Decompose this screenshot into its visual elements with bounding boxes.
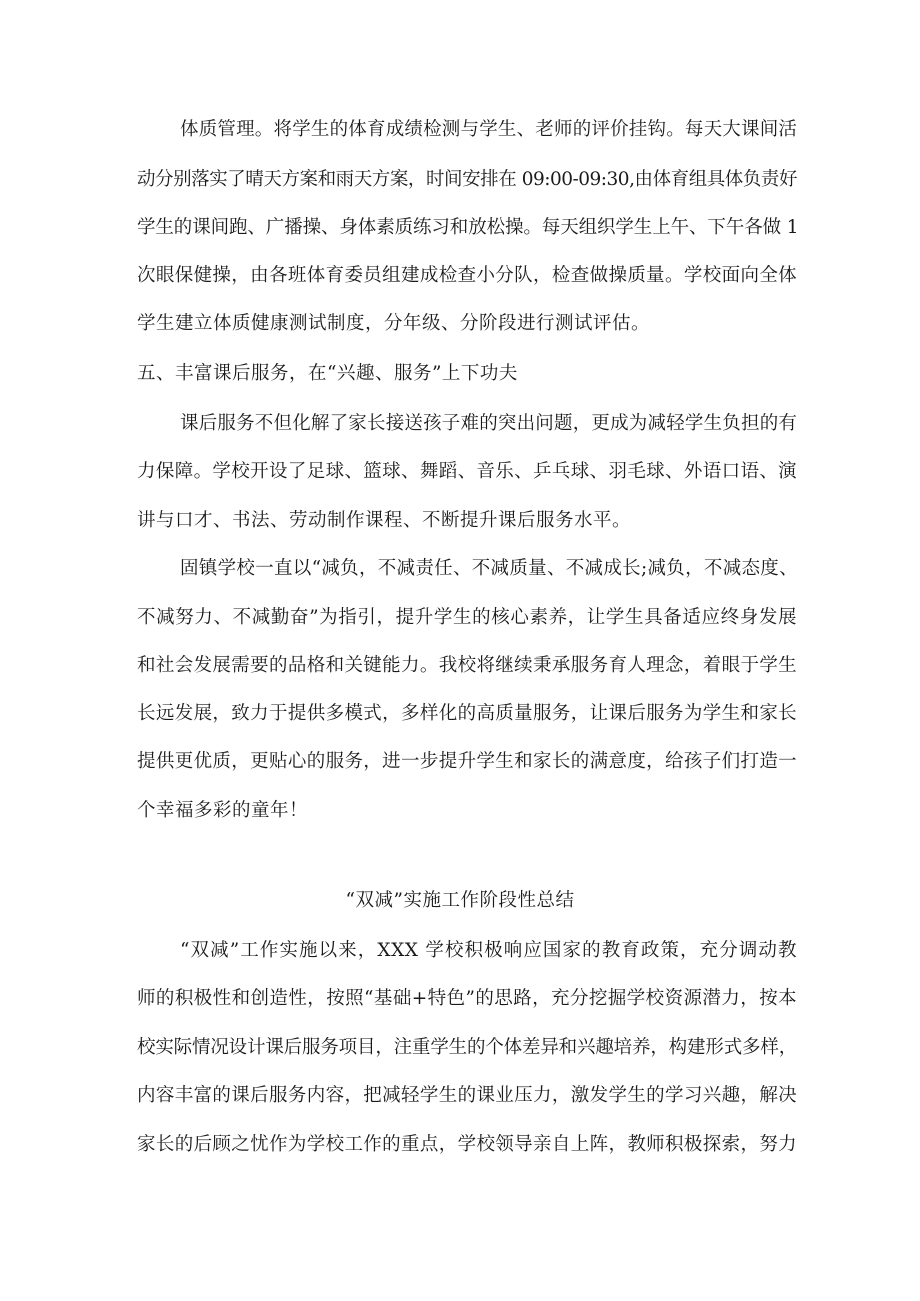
text-line: 长远发展，致力于提供多模式，多样化的高质量服务，让课后服务为学生和家长 (137, 703, 797, 724)
text-line: 课后服务不但化解了家长接送孩子难的突出问题，更成为减轻学生负担的有 (180, 413, 798, 434)
text-line: 学生建立体质健康测试制度，分年级、分阶段进行测试评估。 (137, 313, 651, 334)
text-line: “双减”工作实施以来，XXX 学校积极响应国家的教育政策，充分调动教 (180, 940, 797, 961)
text-line: 不减努力、不减勤奋”为指引，提升学生的核心素养，让学生具备适应终身发展 (137, 607, 797, 628)
text-line: 内容丰富的课后服务内容，把减轻学生的课业压力，激发学生的学习兴趣，解决 (137, 1085, 797, 1106)
text-line: 体质管理。将学生的体育成绩检测与学生、老师的评价挂钩。每天大课间活 (180, 119, 798, 140)
text-line: 次眼保健操，由各班体育委员组建成检查小分队，检查做操质量。学校面向全体 (137, 265, 797, 286)
text-line: 力保障。学校开设了足球、篮球、舞蹈、音乐、乒乓球、羽毛球、外语口语、演 (137, 461, 797, 482)
text-line: 动分别落实了晴天方案和雨天方案，时间安排在 09:00-09:30,由体育组具体负责好 (137, 169, 797, 190)
text-line: 和社会发展需要的品格和关键能力。我校将继续秉承服务育人理念，着眼于学生 (137, 655, 797, 676)
text-line: 提供更优质，更贴心的服务，进一步提升学生和家长的满意度，给孩子们打造一 (137, 751, 797, 772)
text-line: 学生的课间跑、广播操、身体素质练习和放松操。每天组织学生上午、下午各做 1 (137, 217, 799, 238)
text-line: 家长的后顾之忧作为学校工作的重点，学校领导亲自上阵，教师积极探索，努力 (137, 1134, 797, 1155)
document-title: “双减”实施工作阶段性总结 (345, 890, 575, 911)
text-line: 校实际情况设计课后服务项目，注重学生的个体差异和兴趣培养，构建形式多样， (137, 1037, 797, 1058)
text-line: 个幸福多彩的童年！ (137, 800, 309, 821)
section-heading: 五、丰富课后服务，在“兴趣、服务”上下功夫 (137, 363, 518, 384)
text-line: 师的积极性和创造性，按照“基础+特色”的思路，充分挖掘学校资源潜力，按本 (137, 988, 797, 1009)
text-line: 讲与口才、书法、劳动制作课程、不断提升课后服务水平。 (137, 510, 632, 531)
text-line: 固镇学校一直以“减负，不减责任、不减质量、不减成长;减负，不减态度、 (180, 558, 798, 579)
